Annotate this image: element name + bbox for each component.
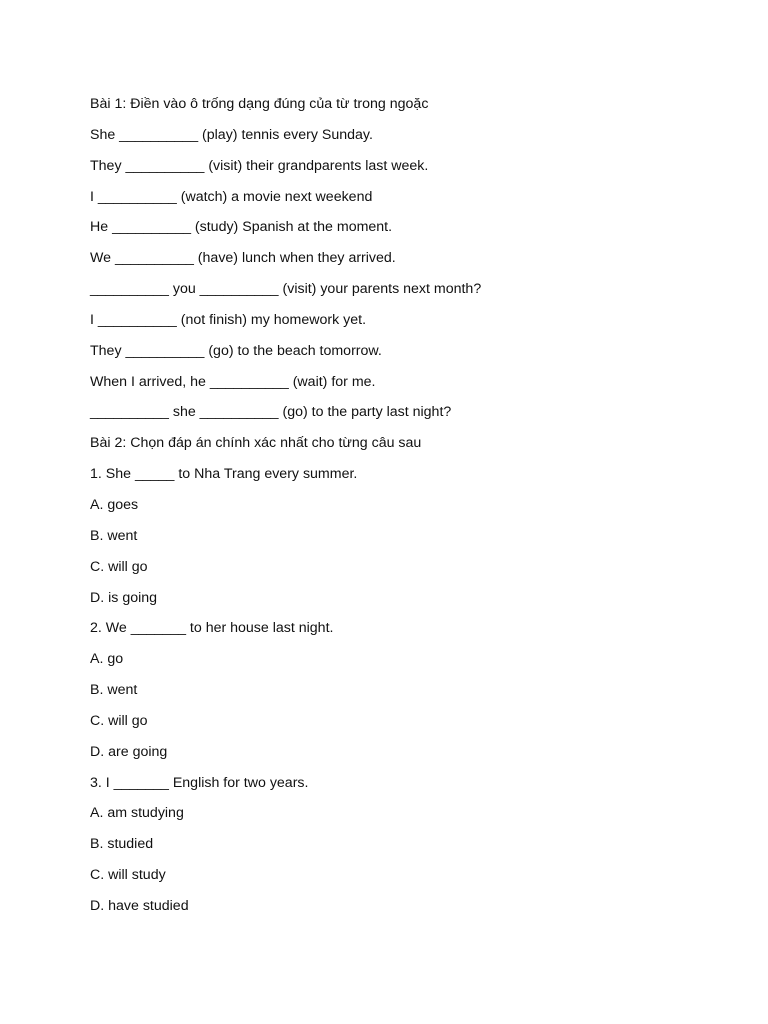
exercise-1-item: He __________ (study) Spanish at the moment. — [90, 219, 393, 236]
question-3-option-c: C. will study — [90, 867, 166, 884]
document-body — [90, 93, 730, 926]
exercise-1-heading: Bài 1: Điền vào ô trống dạng đúng của từ trong ngoặc — [90, 96, 429, 112]
question-1-option-b: B. went — [90, 527, 138, 544]
exercise-1-item: __________ she __________ (go) to the party last night? — [90, 404, 452, 421]
exercise-1-item: They __________ (go) to the beach tomorrow. — [90, 342, 382, 359]
question-2-option-b: B. went — [90, 682, 138, 699]
question-3: 3. I _______ English for two years. — [90, 774, 309, 791]
question-1-option-a: A. goes — [90, 496, 139, 513]
question-3-option-d: D. have studied — [90, 897, 189, 914]
exercise-1-item: I __________ (watch) a movie next weekend — [90, 188, 373, 205]
question-1-option-c: C. will go — [90, 558, 148, 575]
exercise-1-item: They __________ (visit) their grandparents last week. — [90, 157, 429, 174]
question-1-option-d: D. is going — [90, 589, 158, 606]
question-2-option-d: D. are going — [90, 743, 168, 760]
question-2: 2. We _______ to her house last night. — [90, 620, 334, 637]
exercise-2-heading: Bài 2: Chọn đáp án chính xác nhất cho từng câu sau — [90, 435, 422, 452]
question-2-option-a: A. go — [90, 651, 124, 668]
question-3-option-b: B. studied — [90, 836, 154, 853]
exercise-1-item: I __________ (not finish) my homework yet. — [90, 311, 367, 328]
exercise-1-item: When I arrived, he __________ (wait) for me. — [90, 373, 376, 390]
exercise-1-item: She __________ (play) tennis every Sunday. — [90, 126, 373, 143]
question-1: 1. She _____ to Nha Trang every summer. — [90, 466, 358, 483]
exercise-1-item: __________ you __________ (visit) your parents next month? — [90, 281, 482, 298]
exercise-1-item: We __________ (have) lunch when they arrived. — [90, 250, 396, 267]
question-3-option-a: A. am studying — [90, 805, 184, 822]
question-2-option-c: C. will go — [90, 712, 148, 729]
